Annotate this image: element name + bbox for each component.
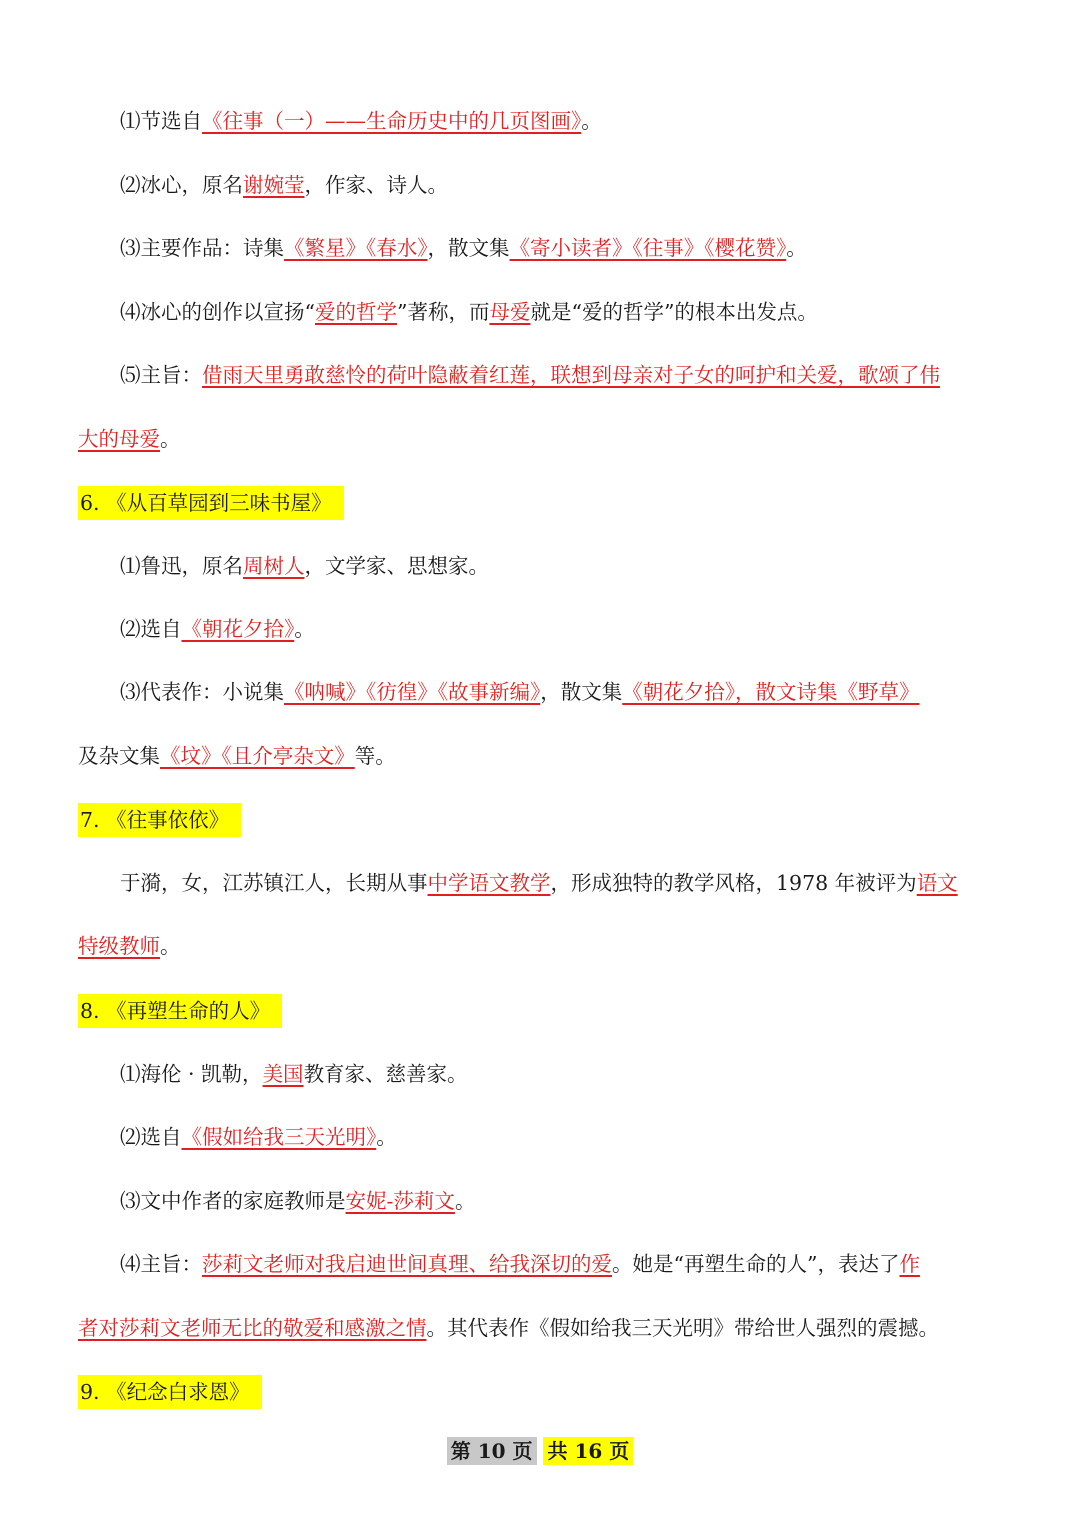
item-theme: ⑷主旨：莎莉文老师对我启迪世间真理、给我深切的爱。她是“再塑生命的人”，表达了作 [120, 1252, 920, 1276]
item-author: ⑴鲁迅，原名周树人，文学家、思想家。 [120, 554, 489, 578]
item-teacher: ⑶文中作者的家庭教师是安妮-莎莉文。 [120, 1189, 476, 1213]
page-footer [0, 1436, 1080, 1466]
item-source: ⑵选自《假如给我三天光明》。 [120, 1125, 397, 1149]
answer: 中学语文教学 [427, 871, 551, 895]
answer: 周树人 [243, 554, 305, 578]
item-works: ⑶代表作：小说集《呐喊》《彷徨》《故事新编》，散文集《朝花夕拾》，散文诗集《野草》 [120, 680, 920, 704]
item-theme-cont: 者对莎莉文老师无比的敬爱和感激之情。其代表作《假如给我三天光明》带给世人强烈的震撼。 [78, 1316, 939, 1340]
item-theme-cont: 大的母爱。 [78, 427, 181, 451]
answer: 安妮-莎莉文 [345, 1189, 455, 1213]
section-heading: 9. 《纪念白求恩》 [0, 1375, 1080, 1409]
item-author: ⑵冰心，原名谢婉莹，作家、诗人。 [120, 173, 448, 197]
answer: 《呐喊》《彷徨》《故事新编》 [284, 680, 541, 704]
answer: 《假如给我三天光明》 [181, 1125, 377, 1149]
answer: 爱的哲学 [314, 300, 397, 324]
answer: 者对莎莉文老师无比的敬爱和感激之情 [78, 1316, 427, 1340]
item-works-cont: 及杂文集《坟》《且介亭杂文》等。 [78, 744, 396, 768]
answer: 《坟》《且介亭杂文》 [160, 744, 355, 768]
answer: 《繁星》《春水》 [284, 236, 428, 260]
answer: 大的母爱 [78, 427, 160, 451]
section-heading: 8. 《再塑生命的人》 [0, 994, 1080, 1028]
answer: 特级教师 [78, 934, 160, 958]
answer: 美国 [262, 1062, 304, 1086]
item-works: ⑶主要作品：诗集《繁星》《春水》，散文集《寄小读者》《往事》《樱花赞》。 [120, 236, 807, 260]
section-heading: 7. 《往事依依》 [0, 803, 1080, 837]
item-theme: ⑸主旨：借雨天里勇敢慈怜的荷叶隐蔽着红莲，联想到母亲对子女的呵护和关爱，歌颂了伟 [120, 363, 940, 387]
section-heading: 6. 《从百草园到三味书屋》 [0, 486, 1080, 520]
answer: 借雨天里勇敢慈怜的荷叶隐蔽着红莲，联想到母亲对子女的呵护和关爱，歌颂了伟 [202, 363, 940, 387]
item-author: ⑴海伦 · 凯勒，美国教育家、慈善家。 [120, 1062, 468, 1086]
answer: 谢婉莹 [243, 173, 305, 197]
page-total: 共 16 页 [543, 1437, 633, 1465]
answer: 作 [899, 1252, 920, 1276]
item-source: ⑵选自《朝花夕拾》。 [120, 617, 315, 641]
answer: 《寄小读者》《往事》《樱花赞》 [509, 236, 787, 260]
answer: 《朝花夕拾》，散文诗集《野草》 [622, 680, 920, 704]
item-author-cont: 特级教师。 [78, 934, 181, 958]
item-author: 于漪，女，江苏镇江人，长期从事中学语文教学，形成独特的教学风格，1978 年被评为语文 [120, 871, 958, 895]
answer: 莎莉文老师对我启迪世间真理、给我深切的爱 [202, 1252, 612, 1276]
answer: 《往事（一）——生命历史中的几页图画》 [202, 109, 582, 133]
item-philosophy: ⑷冰心的创作以宣扬“爱的哲学”著称，而母爱就是“爱的哲学”的根本出发点。 [120, 300, 818, 324]
page-number: 第 10 页 [447, 1437, 537, 1465]
item-source: ⑴节选自《往事（一）——生命历史中的几页图画》。 [120, 109, 602, 133]
answer: 语文 [916, 871, 958, 895]
answer: 《朝花夕拾》 [181, 617, 295, 641]
answer: 母爱 [489, 300, 531, 324]
